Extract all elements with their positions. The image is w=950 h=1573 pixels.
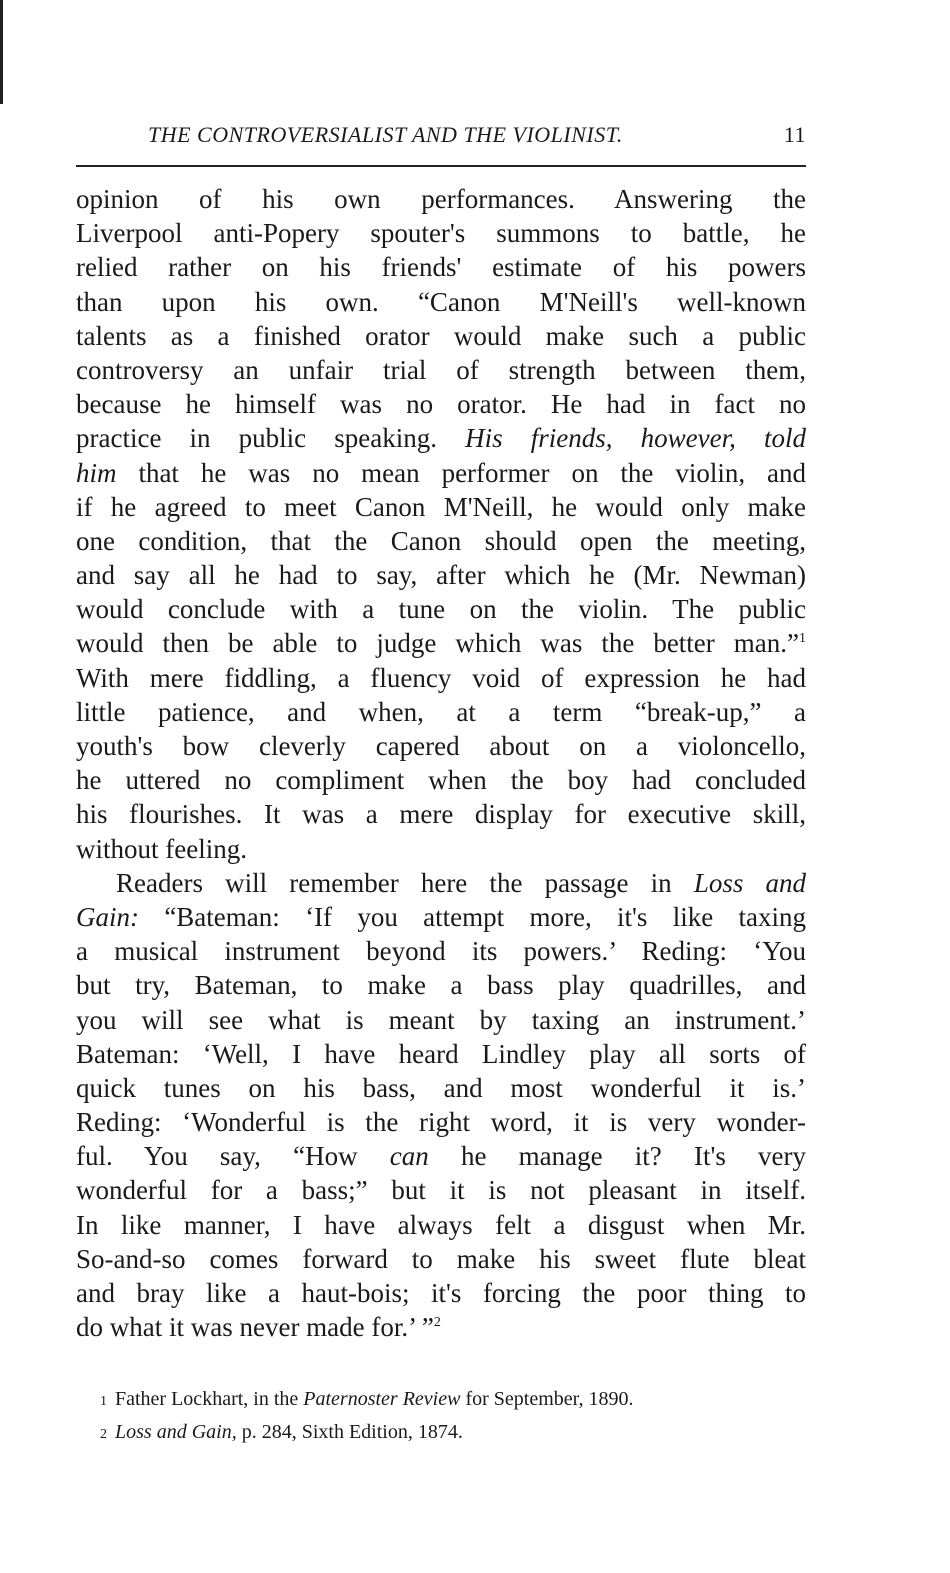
page-edge-mark [0, 0, 3, 104]
text-line: his flourishes. It was a mere display for executive skill, [76, 799, 806, 830]
text-line: relied rather on his friends' estimate of his powers [76, 252, 806, 283]
text-segment: practice in public speaking. [76, 423, 466, 454]
italic-segment: Paternoster Review [303, 1388, 461, 1410]
text-line: So-and-so comes forward to make his sweet flute bleat [76, 1243, 806, 1274]
italic-segment: Loss and Gain, [115, 1421, 237, 1443]
text-line: With mere fiddling, a fluency void of expression he had [76, 662, 806, 693]
text-line: controversy an unfair trial of strength between them, [76, 354, 806, 385]
text-line: without feeling. [76, 833, 247, 864]
text-line [76, 421, 806, 455]
header-rule [76, 165, 806, 167]
italic-segment: His friends, however, told [465, 423, 806, 454]
text-segment: that he was no mean performer on the violin, and [116, 457, 806, 488]
text-line [76, 900, 806, 934]
text-line: a musical instrument beyond its powers.’ Reding: ‘You [76, 936, 806, 967]
text-line: because he himself was no orator. He had in fact no [76, 389, 806, 420]
text-line: would conclude with a tune on the violin. The public [76, 594, 806, 625]
text-segment: ful. You say, “How [76, 1141, 390, 1172]
running-head [76, 122, 806, 156]
text-line: wonderful for a bass;” but it is not pleasant in itself. [76, 1175, 806, 1206]
italic-segment: can [389, 1141, 429, 1172]
text-segment: for September, 1890. [460, 1388, 634, 1410]
text-line [76, 456, 806, 490]
text-line: you will see what is meant by taxing an instrument.’ [76, 1004, 806, 1035]
footnote [100, 1417, 800, 1450]
text-line: little patience, and when, at a term “break-up,” a [76, 696, 806, 727]
text-line [76, 626, 806, 660]
text-segment: Father Lockhart, in the [115, 1388, 304, 1410]
text-line: Liverpool anti-Popery spouter's summons to battle, he [76, 218, 806, 249]
italic-segment: Loss and [693, 867, 807, 898]
text-line: than upon his own. “Canon M'Neill's well-known [76, 286, 806, 317]
text-line: Bateman: ‘Well, I have heard Lindley play all sorts of [76, 1038, 806, 1069]
text-segment: Readers will remember here the passage in [116, 867, 694, 898]
footnote-ref: 2 [433, 1315, 441, 1331]
text-line [76, 866, 806, 900]
text-segment: do what it was never made for.’ ” [76, 1312, 434, 1343]
text-line: he uttered no compliment when the boy had concluded [76, 765, 806, 796]
text-segment: p. 284, Sixth Edition, 1874. [236, 1421, 463, 1443]
text-line: opinion of his own performances. Answering the [76, 184, 806, 214]
text-line [76, 1139, 806, 1173]
text-line: and say all he had to say, after which he (Mr. Newman) [76, 560, 806, 591]
text-line: if he agreed to meet Canon M'Neill, he would only make [76, 491, 806, 522]
footnotes [100, 1384, 800, 1450]
body-text [76, 182, 806, 1344]
text-line: quick tunes on his bass, and most wonderful it is.’ [76, 1072, 806, 1103]
text-line [76, 1310, 806, 1344]
text-segment: “Bateman: ‘If you attempt more, it's like taxing [139, 901, 806, 932]
text-line: one condition, that the Canon should open the meeting, [76, 525, 806, 556]
running-title: THE CONTROVERSIALIST AND THE VIOLINIST. [148, 122, 623, 147]
text-segment: would then be able to judge which was the better man.” [76, 628, 799, 659]
text-line: talents as a finished orator would make such a public [76, 320, 806, 351]
footnote-ref: 1 [799, 631, 806, 647]
footnote [100, 1384, 800, 1417]
text-line: and bray like a haut-bois; it's forcing the poor thing to [76, 1278, 806, 1308]
text-line: In like manner, I have always felt a disgust when Mr. [76, 1209, 806, 1240]
page-number: 11 [783, 122, 806, 147]
text-line: but try, Bateman, to make a bass play quadrilles, and [76, 970, 806, 1001]
text-line: Reding: ‘Wonderful is the right word, it is very wonder- [76, 1107, 806, 1138]
text-segment: he manage it? It's very [428, 1141, 806, 1172]
italic-segment: him [76, 457, 117, 488]
footnote-number: 1 [100, 1394, 107, 1409]
footnote-number: 2 [100, 1427, 107, 1442]
italic-segment: Gain: [76, 901, 139, 932]
text-line: youth's bow cleverly capered about on a violoncello, [76, 731, 806, 761]
